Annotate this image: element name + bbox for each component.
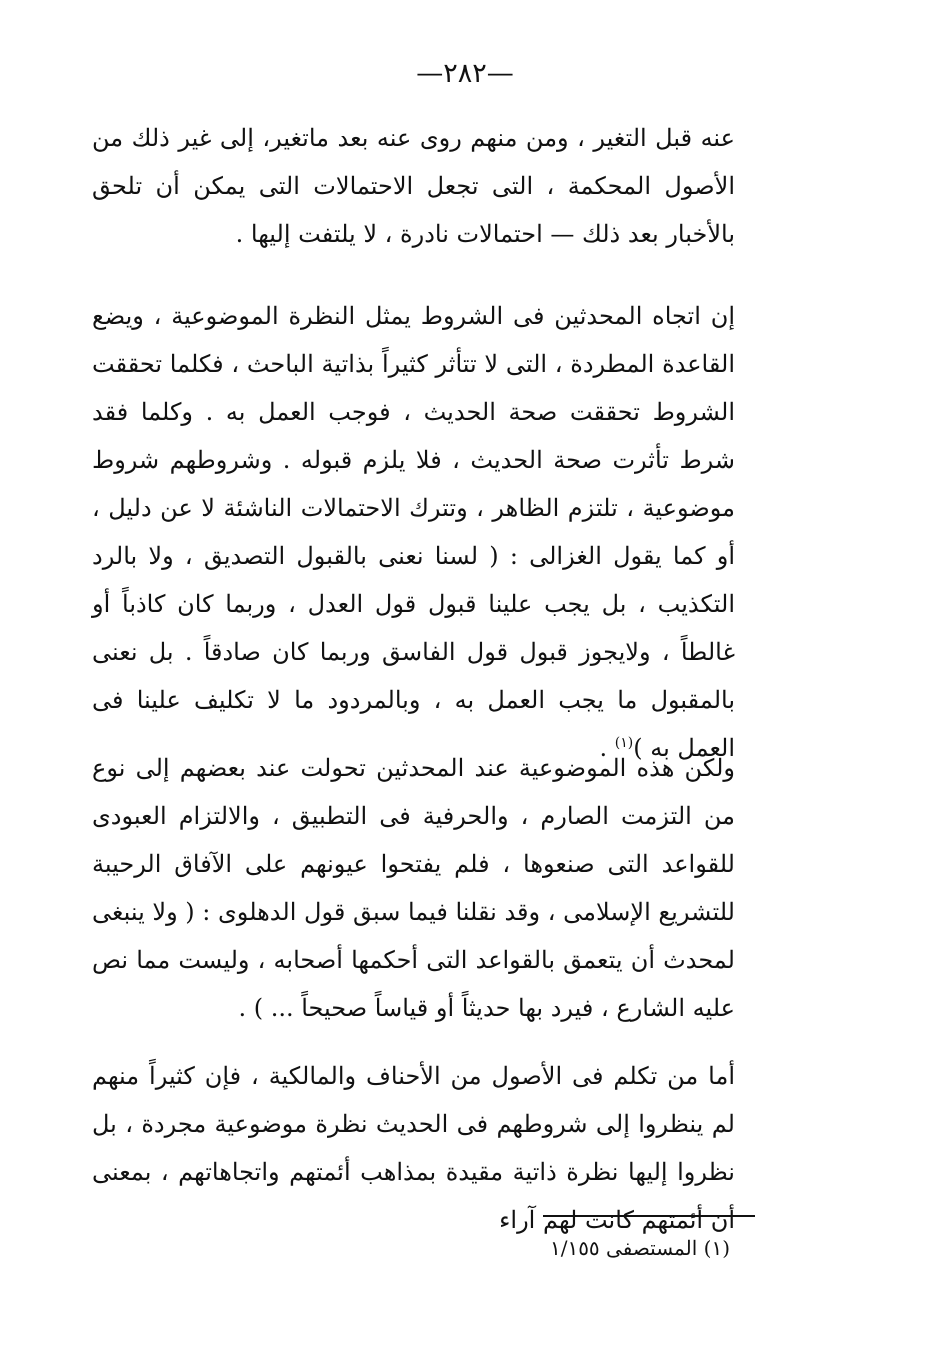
paragraph-2-text: إن اتجاه المحدثين فى الشروط يمثل النظرة الموضوعية ، ويضع القاعدة المطردة ، التى لا تتأثر كثيراً بذاتية الباحث ، فكلما تحققت الشروط تحققت صحة الحديث ، فوجب العمل به . وكلما فقد شرط تأثرت صحة الحديث ، فلا يلزم قبوله . وشروطهم شروط موضوعية ، تلتزم الظاهر ، وتترك الاحتمالات الناشئة لا عن دليل ، أو كما يقول الغزالى : ( لسنا نعنى بالقبول التصديق ، ولا بالرد التكذيب ، بل يجب علينا قبول قول العدل ، وربما كان كاذباً أو غالطاً ، ولايجوز قبول قول الفاسق وربما كان صادقاً . بل نعنى بالمقبول ما يجب العمل به ، وبالمردود ما لا تكليف علينا فى العمل به ) <box>92 302 735 762</box>
paragraph-1: عنه قبل التغير ، ومن منهم روى عنه بعد ماتغير، إلى غير ذلك من الأصول المحكمة ، التى تجعل الاحتمالات التى يمكن أن تلحق بالأخبار بعد ذلك — احتمالات نادرة ، لا يلتفت إليها . <box>92 124 735 248</box>
page-number: —٢٨٢— <box>416 58 514 89</box>
paragraph-2-end: . <box>599 734 615 762</box>
footnote-reference: (١) <box>614 735 634 751</box>
footnote-divider <box>543 1215 755 1217</box>
footnote: (١) المستصفى ١/١٥٥ <box>549 1236 730 1260</box>
paragraph-4: أما من تكلم فى الأصول من الأحناف والمالكية ، فإن كثيراً منهم لم ينظروا إلى شروطهم فى الحديث نظرة موضوعية مجردة ، بل نظروا إليها نظرة ذاتية مقيدة بمذاهب أئمتهم واتجاهاتهم ، بمعنى أن أئمتهم كانت لهم آراء <box>92 1062 735 1234</box>
paragraph-2 <box>92 292 735 772</box>
paragraph-3: ولكن هذه الموضوعية عند المحدثين تحولت عند بعضهم إلى نوع من التزمت الصارم ، والحرفية فى التطبيق ، والالتزام العبودى للقواعد التى صنعوها ، فلم يفتحوا عيونهم على الآفاق الرحيبة للتشريع الإسلامى ، وقد نقلنا فيما سبق قول الدهلوى : ( ولا ينبغى لمحدث أن يتعمق بالقواعد التى أحكمها أصحابه ، وليست مما نص عليه الشارع ، فيرد بها حديثاً أو قياساً صحيحاً ... ) . <box>92 754 735 1022</box>
